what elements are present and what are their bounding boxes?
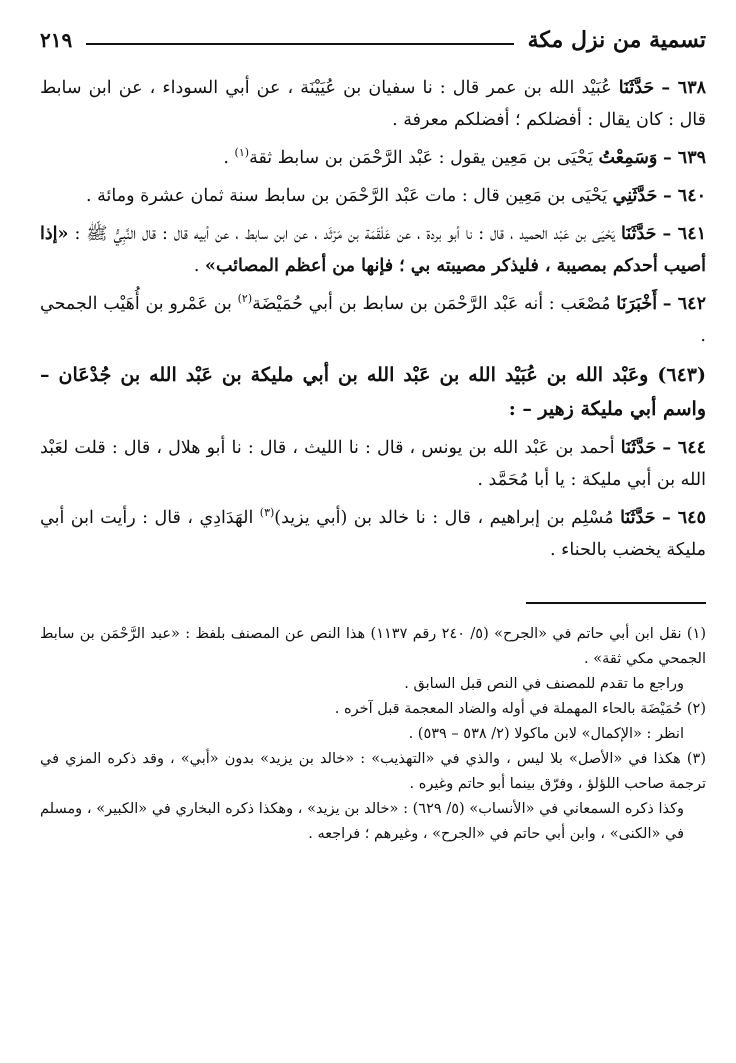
entry-642: [40, 288, 706, 352]
entry-lead: وَسَمِعْتُ: [598, 148, 658, 168]
entry-lead: حَدَّثَنِي: [612, 186, 658, 206]
footnote-ref: (١): [234, 146, 250, 160]
entry-lead: حَدَّثَنَا: [620, 508, 656, 528]
entry-text: عُبَيْد الله بن عمر قال : نا سفيان بن عُيَيْنَة ، عن أبي السوداء ، عن ابن سابط قال : كان يقال : أفضلكم ؛ أفضلكم معرفة .: [40, 78, 706, 130]
entry-text: مُصْعَب : أنه عَبْد الرَّحْمَن بن سابط بن أبي حُمَيْضَة: [252, 294, 611, 314]
entry-number: ٦٤٥ –: [662, 508, 706, 528]
entry-644: [40, 432, 706, 496]
header-rule: [86, 43, 513, 45]
entry-number: ٦٣٨ –: [661, 78, 706, 98]
footnote-ref: (٢): [237, 292, 253, 306]
running-title: تسمية من نزل مكة: [527, 27, 706, 53]
footnote-separator-wrap: [40, 572, 706, 622]
footnote-2: (٢) حُمَيْضَة بالحاء المهملة في أوله والضاد المعجمة قبل آخره .: [334, 701, 706, 717]
entry-text: مُسْلِم بن إبراهيم ، قال : نا خالد بن (أبي يزيد): [274, 508, 614, 528]
entry-text: أحمد بن عَبْد الله بن يونس ، قال : نا الليث ، قال : نا أبو هلال ، قال : قلت لعَبْد الله بن أبي مليكة : يا أبا مُحَمَّد .: [40, 438, 706, 490]
page-number: ٢١٩: [40, 28, 73, 52]
entry-text: يَحْيَى بن مَعِين قال : مات عَبْد الرَّحْمَن بن سابط سنة ثمان عشرة ومائة .: [86, 186, 608, 206]
running-header: [40, 20, 706, 60]
entry-tail: الهَدَادِي ، قال : رأيت ابن أبي مليكة يخضب بالحناء .: [40, 508, 706, 560]
entry-number: ٦٤٤ –: [662, 438, 706, 458]
footnote-1-cont: وراجع ما تقدم للمصنف في النص قبل السابق .: [404, 676, 684, 692]
main-text: [40, 72, 706, 566]
entry-lead: حَدَّثَنَا: [620, 438, 657, 458]
entry-number: ٦٤٠ –: [662, 186, 706, 206]
entry-lead: حَدَّثَنَا: [620, 224, 657, 244]
entry-638: [40, 72, 706, 136]
footnote-3: (٣) هكذا في «الأصل» بلا ليس ، والذي في «التهذيب» : «خالد بن يزيد» بدون «أبي» ، وقد ذكره المزي في ترجمة صاحب اللؤلؤ ، وفرّق بينما أبو حاتم وغيره .: [40, 751, 706, 792]
book-page: [40, 20, 706, 847]
entry-tail: .: [193, 256, 205, 276]
entry-639: [40, 142, 706, 174]
entry-number: ٦٤١ –: [662, 224, 706, 244]
footnote-3-cont: وكذا ذكره السمعاني في «الأنساب» (٥/ ٦٢٩) : «خالد بن يزيد» ، وهكذا ذكره البخاري في «الكبير» ، ومسلم في «الكنى» ، وابن أبي حاتم في «الجرح» ، وغيرهم ؛ فراجعه .: [40, 801, 684, 842]
footnote-1: (١) نقل ابن أبي حاتم في «الجرح» (٥/ ٢٤٠ رقم ١١٣٧) هذا النص عن المصنف بلفظ : «عبد الرَّحْمَن بن سابط الجمحي مكي ثقة» .: [40, 626, 706, 667]
footnotes: [40, 622, 706, 847]
entry-641: [40, 218, 706, 282]
entry-tail: بن عَمْرو بن أُهَيْب الجمحي .: [40, 294, 706, 346]
footnote-ref: (٣): [259, 506, 275, 520]
entry-640: [40, 180, 706, 212]
entry-lead: حَدَّثَنَا: [618, 78, 655, 98]
entry-text: يَحْيَى بن عَبْد الحميد ، قال : نا أبو بردة ، عن عَلْقَمَة بن مَرْثَد ، عن ابن سابط ، عن أبيه قال : قال النَّبِيُّ ﷺ :: [74, 224, 615, 244]
entry-text: يَحْيَى بن مَعِين يقول : عَبْد الرَّحْمَن بن سابط ثقة: [249, 148, 593, 168]
entry-number: ٦٣٩ –: [662, 148, 706, 168]
entry-number: ٦٤٢ –: [662, 294, 706, 314]
footnote-2-cont: انظر : «الإكمال» لابن ماكولا (٢/ ٥٣٨ – ٥٣٩) .: [408, 726, 684, 742]
hadith-quote: «إذا أصيب أحدكم بمصيبة ، فليذكر مصيبته بي ؛ فإنها من أعظم المصائب»: [40, 224, 706, 276]
section-heading: (٦٤٣) وعَبْد الله بن عُبَيْد الله بن عَبْد الله بن أبي مليكة بن عَبْد الله بن جُدْعَان – واسم أبي مليكة زهير – :: [40, 364, 706, 420]
entry-645: [40, 502, 706, 566]
entry-lead: أَخْبَرَنَا: [616, 294, 658, 314]
entry-tail: .: [223, 148, 235, 168]
footnote-separator: [526, 602, 706, 604]
